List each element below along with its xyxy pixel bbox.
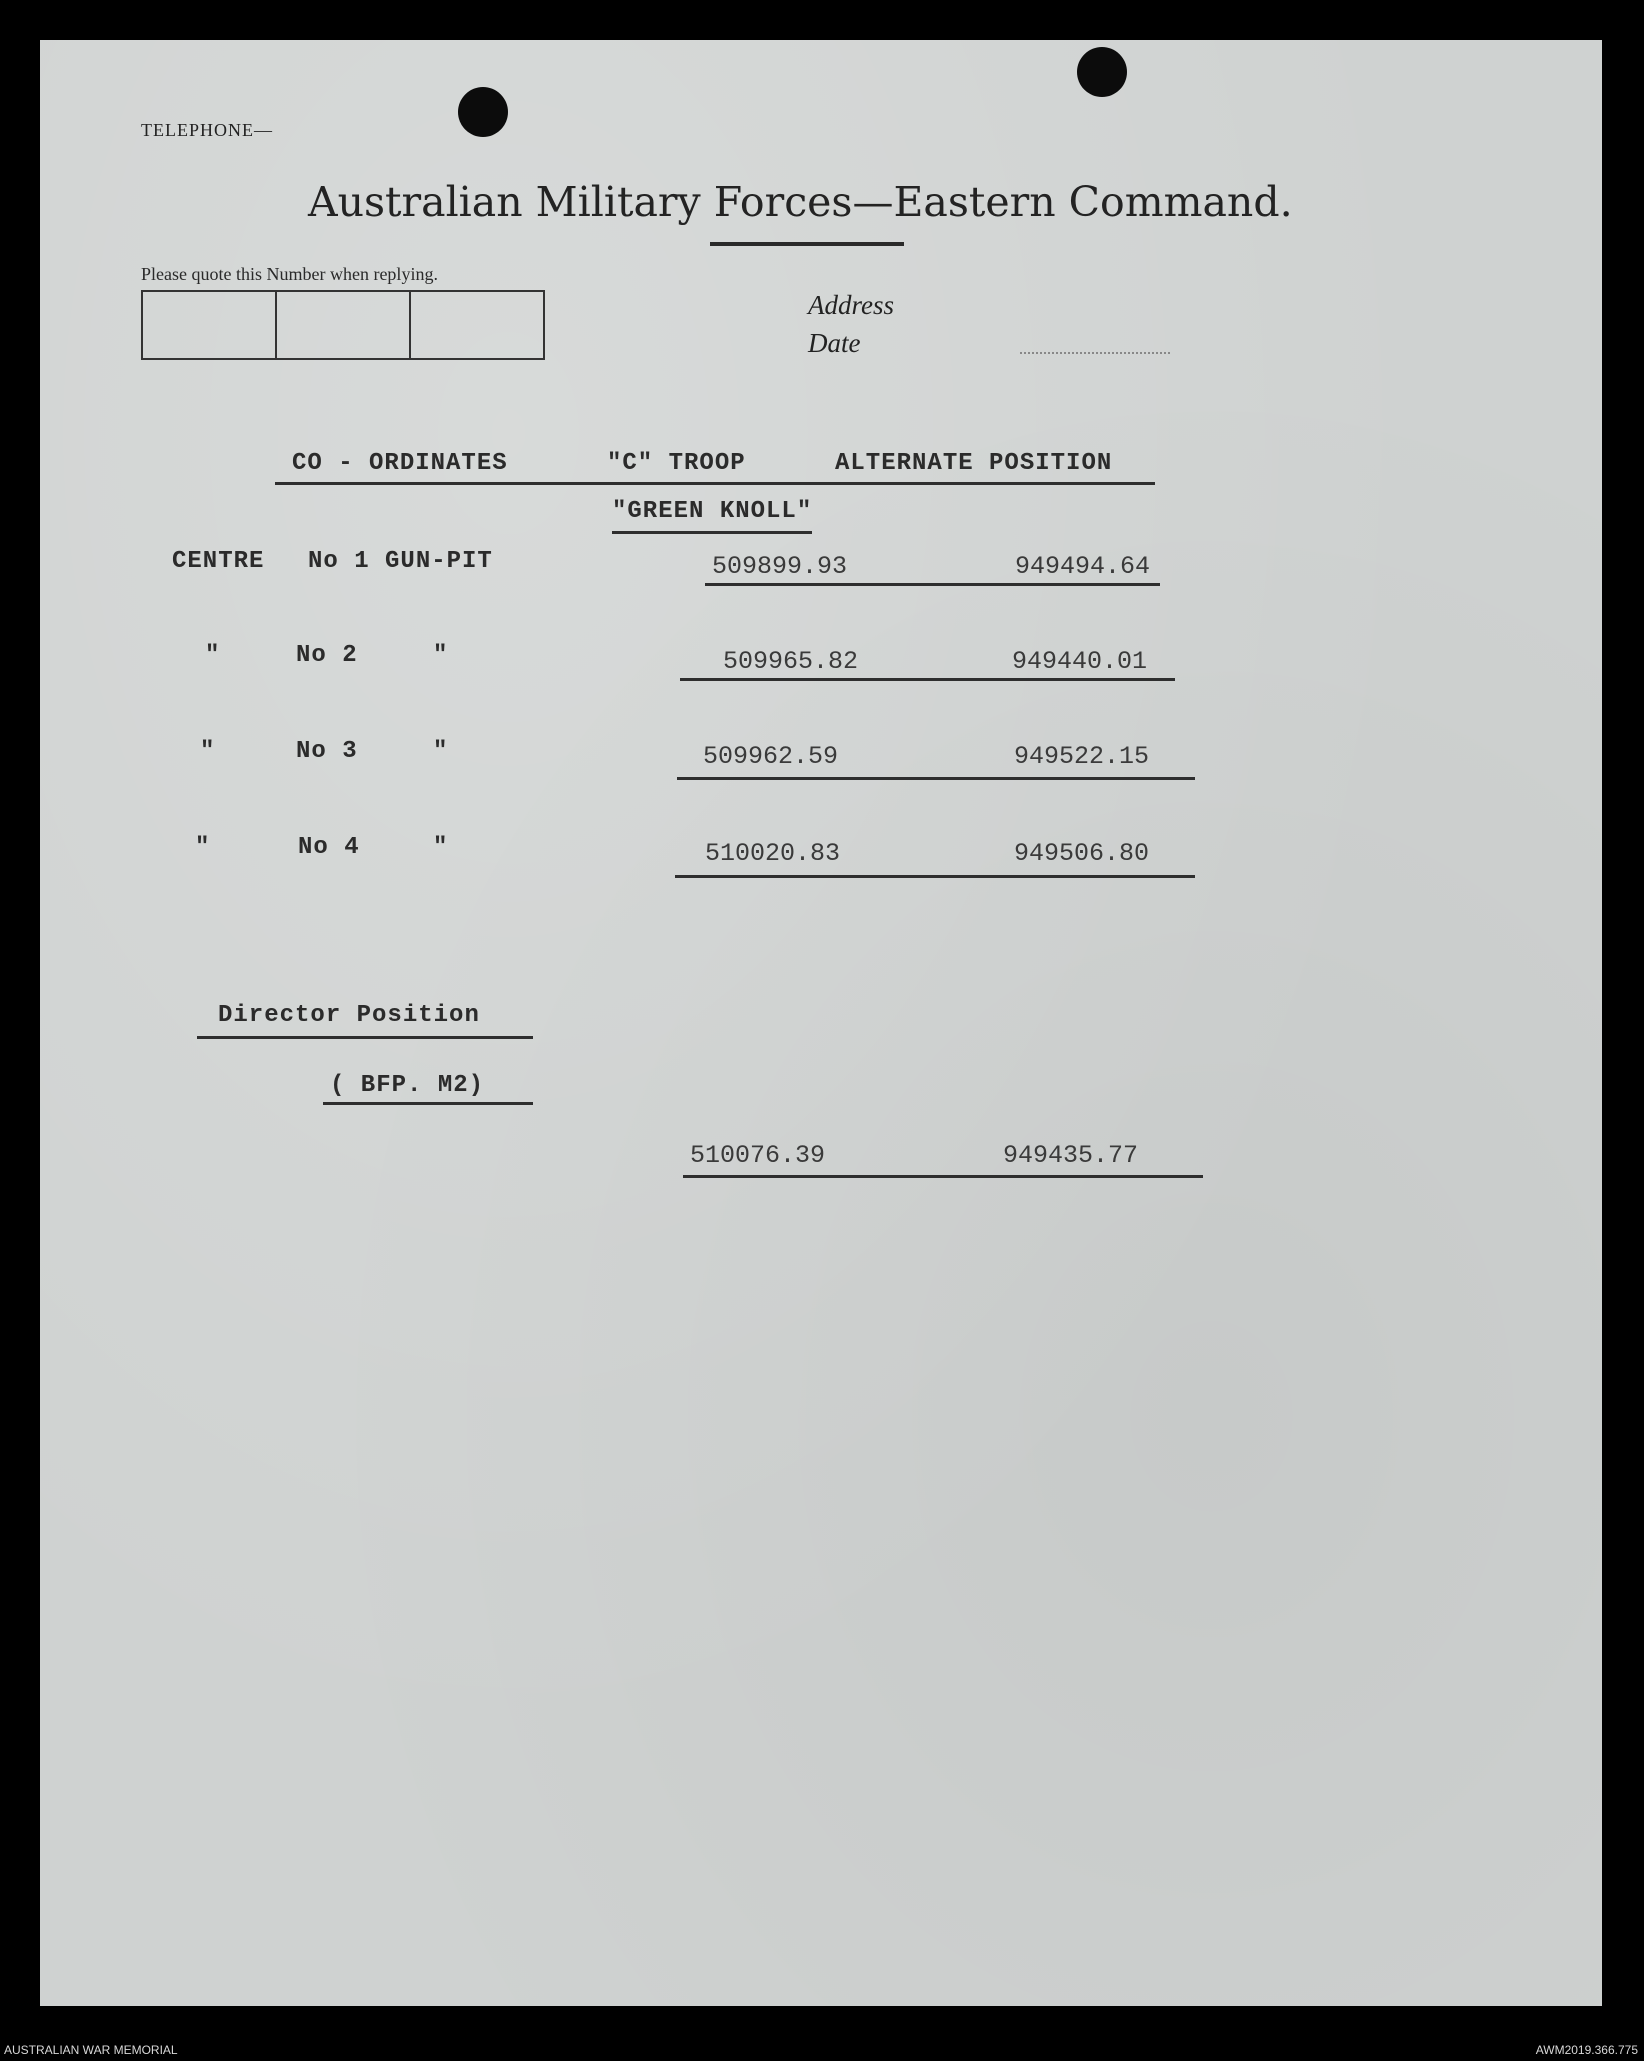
gun-pit-row-4-label-c: " [433, 834, 449, 861]
gun-pit-row-1-y: 949494.64 [1015, 552, 1151, 581]
gun-pit-row-4-y: 949506.80 [1014, 839, 1150, 868]
telephone-label: TELEPHONE— [141, 120, 273, 140]
heading-troop: "C" TROOP [607, 450, 746, 477]
director-position-underline [197, 1036, 533, 1039]
punch-hole-left [458, 87, 508, 137]
letterhead-title: Australian Military Forces—Eastern Command. [308, 178, 1293, 226]
gun-pit-row-4-label-b: No 4 [298, 834, 360, 861]
heading-coordinates: CO - ORDINATES [292, 450, 508, 477]
gun-pit-row-2-label-a: " [205, 642, 221, 669]
gun-pit-row-1-underline [705, 583, 1160, 586]
address-label: Address [808, 290, 894, 320]
director-position-title: Director Position [218, 1002, 480, 1029]
gun-pit-row-4-underline [675, 875, 1195, 878]
gun-pit-row-2-y: 949440.01 [1012, 647, 1148, 676]
punch-hole-right [1077, 47, 1127, 97]
director-coordinates-underline [683, 1175, 1203, 1178]
gun-pit-row-3-x: 509962.59 [703, 742, 839, 771]
title-underline [710, 242, 904, 246]
gun-pit-row-2-label-c: " [433, 642, 449, 669]
reference-number-box [141, 290, 545, 360]
gun-pit-row-1-label-a: CENTRE [172, 548, 265, 575]
subheading-underline [612, 531, 812, 534]
date-dotted-line [1020, 352, 1170, 354]
director-x: 510076.39 [690, 1141, 826, 1170]
date-label: Date [808, 328, 861, 358]
gun-pit-row-2-x: 509965.82 [723, 647, 859, 676]
gun-pit-row-3-underline [677, 777, 1195, 780]
footer-accession-number: AWM2019.366.775 [1535, 2043, 1638, 2057]
gun-pit-row-1-x: 509899.93 [712, 552, 848, 581]
gun-pit-row-2-underline [680, 678, 1175, 681]
subheading-location: "GREEN KNOLL" [612, 498, 813, 525]
gun-pit-row-4-label-a: " [195, 834, 211, 861]
gun-pit-row-3-label-b: No 3 [296, 738, 358, 765]
gun-pit-row-2-label-b: No 2 [296, 642, 358, 669]
heading-alternate-position: ALTERNATE POSITION [835, 450, 1113, 477]
letterhead-page [40, 40, 1602, 2006]
gun-pit-row-1-label-b: No 1 GUN-PIT [308, 548, 493, 575]
director-y: 949435.77 [1003, 1141, 1139, 1170]
reference-cell-1 [143, 292, 277, 358]
gun-pit-row-3-label-c: " [433, 738, 449, 765]
heading-underline [275, 482, 1155, 485]
director-ref-underline [323, 1102, 533, 1105]
footer-institution: AUSTRALIAN WAR MEMORIAL [4, 2043, 178, 2057]
gun-pit-row-3-label-a: " [200, 738, 216, 765]
reference-cell-3 [411, 292, 543, 358]
director-position-ref: ( BFP. M2) [330, 1072, 485, 1099]
gun-pit-row-3-y: 949522.15 [1014, 742, 1150, 771]
reference-cell-2 [277, 292, 411, 358]
gun-pit-row-4-x: 510020.83 [705, 839, 841, 868]
quote-number-instruction: Please quote this Number when replying. [141, 264, 438, 284]
